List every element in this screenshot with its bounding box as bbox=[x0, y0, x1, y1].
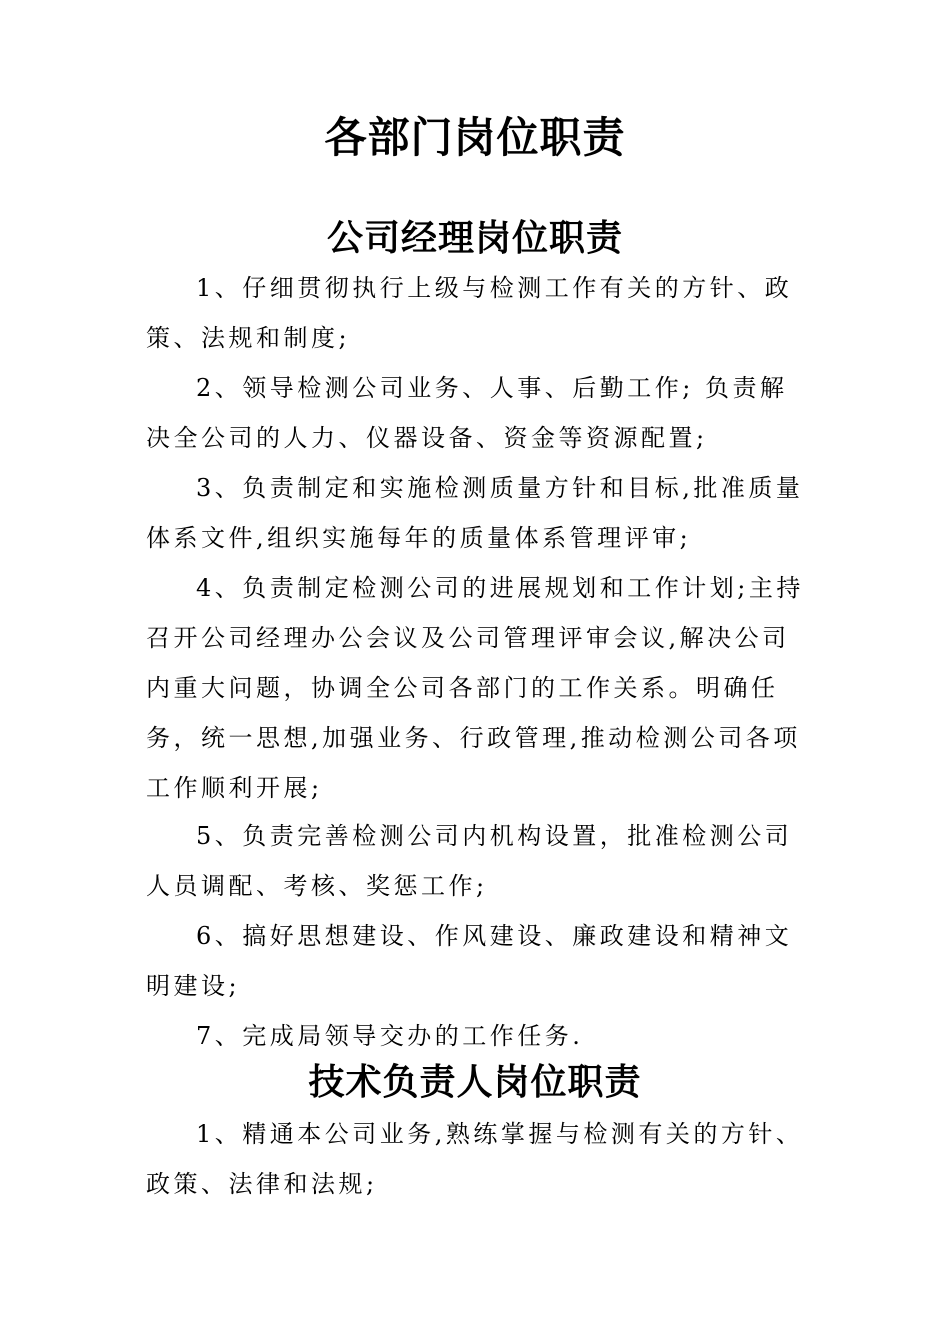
paragraph-technical-1: 1、精通本公司业务,熟练掌握与检测有关的方针、政策、法律和法规; bbox=[146, 1120, 804, 1198]
paragraph-manager-6: 6、搞好思想建设、作风建设、廉政建设和精神文明建设; bbox=[146, 922, 793, 1000]
page-title: 各部门岗位职责 bbox=[324, 113, 626, 162]
paragraph-manager-7: 7、完成局领导交办的工作任务. bbox=[196, 1022, 584, 1050]
section-heading-technical: 技术负责人岗位职责 bbox=[308, 1062, 642, 1103]
section-heading-manager: 公司经理岗位职责 bbox=[326, 218, 623, 259]
paragraph-manager-5: 5、负责完善检测公司内机构设置，批准检测公司人员调配、考核、奖惩工作; bbox=[146, 822, 793, 900]
paragraph-manager-1: 1、仔细贯彻执行上级与检测工作有关的方针、政策、法规和制度; bbox=[146, 274, 793, 352]
paragraph-manager-4: 4、负责制定检测公司的进展规划和工作计划;主持召开公司经理办公会议及公司管理评审会议,解决公司内重大问题，协调全公司各部门的工作关系。明确任务，统一思想,加强业务、行政管理,推动检测公司各项工作顺利开展; bbox=[146, 574, 804, 802]
paragraph-manager-3: 3、负责制定和实施检测质量方针和目标,批准质量体系文件,组织实施每年的质量体系管理评审; bbox=[146, 474, 804, 552]
paragraph-manager-2: 2、领导检测公司业务、人事、后勤工作; 负责解决全公司的人力、仪器设备、资金等资源配置; bbox=[146, 374, 788, 452]
